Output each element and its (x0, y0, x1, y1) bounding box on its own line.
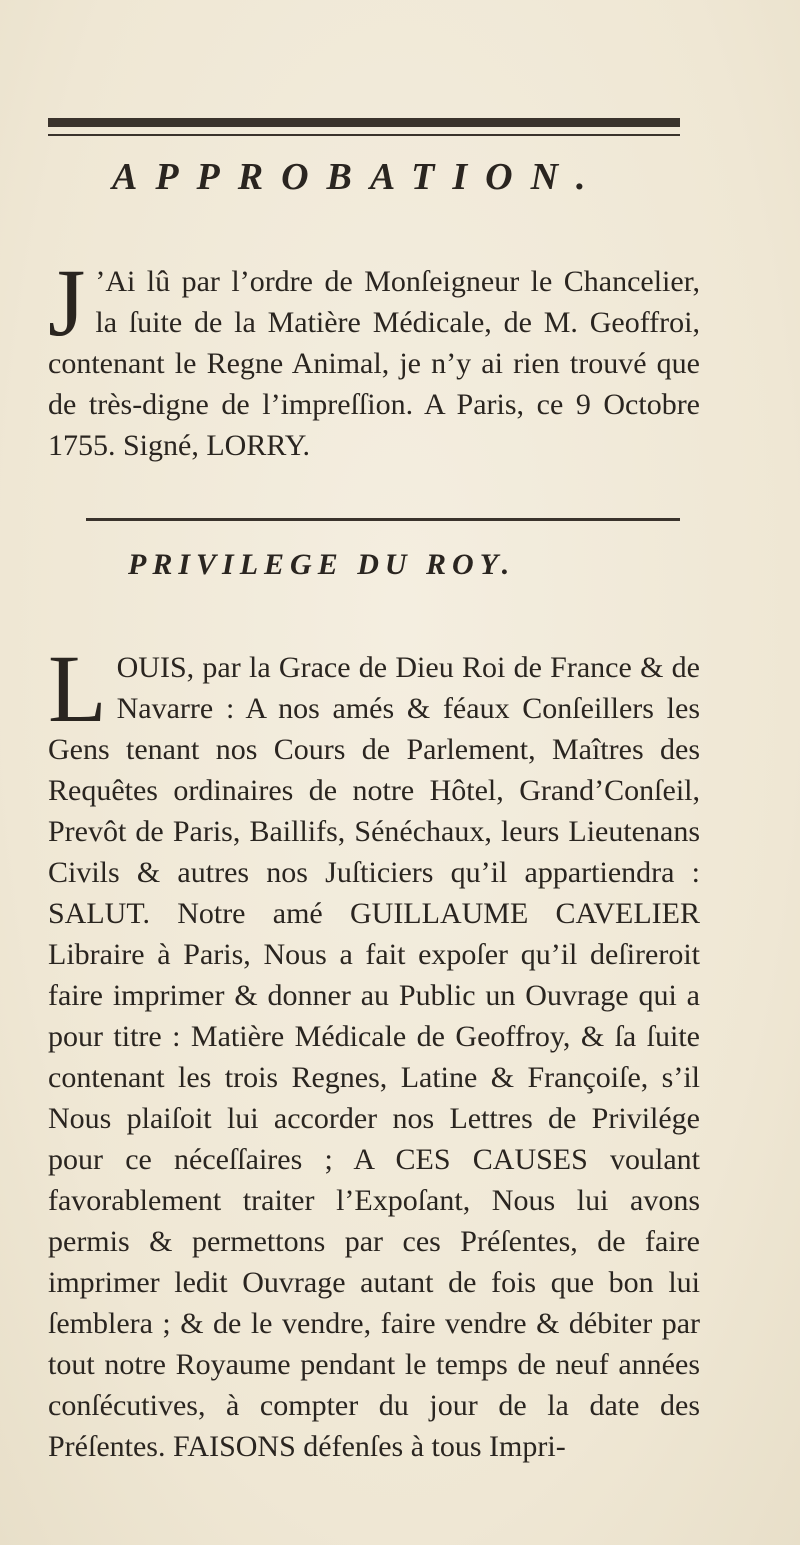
approbation-paragraph (48, 220, 700, 466)
approbation-text: ’Ai lû par l’ordre de Monſeigneur le Chancelier, la ſuite de la Matière Médicale, de M. Geoffroi, contenant le Regne Animal, je n’y ai rien trouvé que de très-digne de l’impreſſion. A Paris, ce 9 Octobre 1755. Signé, LORRY. (48, 265, 700, 462)
top-ornament-rule (48, 118, 680, 127)
approbation-dropcap: J (48, 249, 86, 356)
section-divider-rule (86, 518, 680, 521)
privilege-heading: PRIVILEGE DU ROY. (128, 548, 516, 581)
privilege-text: OUIS, par la Grace de Dieu Roi de France & de Navarre : A nos amés & féaux Conſeillers les Gens tenant nos Cours de Parlement, Maîtres des Requêtes ordinaires de notre Hôtel, Grand’Conſeil, Prevôt de Paris, Baillifs, Sénéchaux, leurs Lieutenans Civils & autres nos Juſticiers qu’il appartiendra : SALUT. Notre amé GUILLAUME CAVELIER Libraire à Paris, Nous a fait expoſer qu’il deſireroit faire imprimer & donner au Public un Ouvrage qui a pour titre : Matière Médicale de Geoffroy, & ſa ſuite contenant les trois Regnes, Latine & Françoiſe, s’il Nous plaiſoit lui accorder nos Lettres de Privilége pour ce néceſſaires ; A CES CAUSES voulant favorablement traiter l’Expoſant, Nous lui avons permis & permettons par ces Préſentes, de faire imprimer ledit Ouvrage autant de fois que bon lui ſemblera ; & de le vendre, faire vendre & débiter par tout notre Royaume pendant le temps de neuf années conſécutives, à compter du jour de la date des Préſentes. FAISONS défenſes à tous Impri- (48, 651, 700, 1463)
approbation-heading: APPROBATION. (112, 156, 604, 198)
privilege-dropcap: L (48, 635, 107, 742)
top-ornament-rule-thin (48, 134, 680, 136)
privilege-paragraph (48, 606, 700, 1467)
